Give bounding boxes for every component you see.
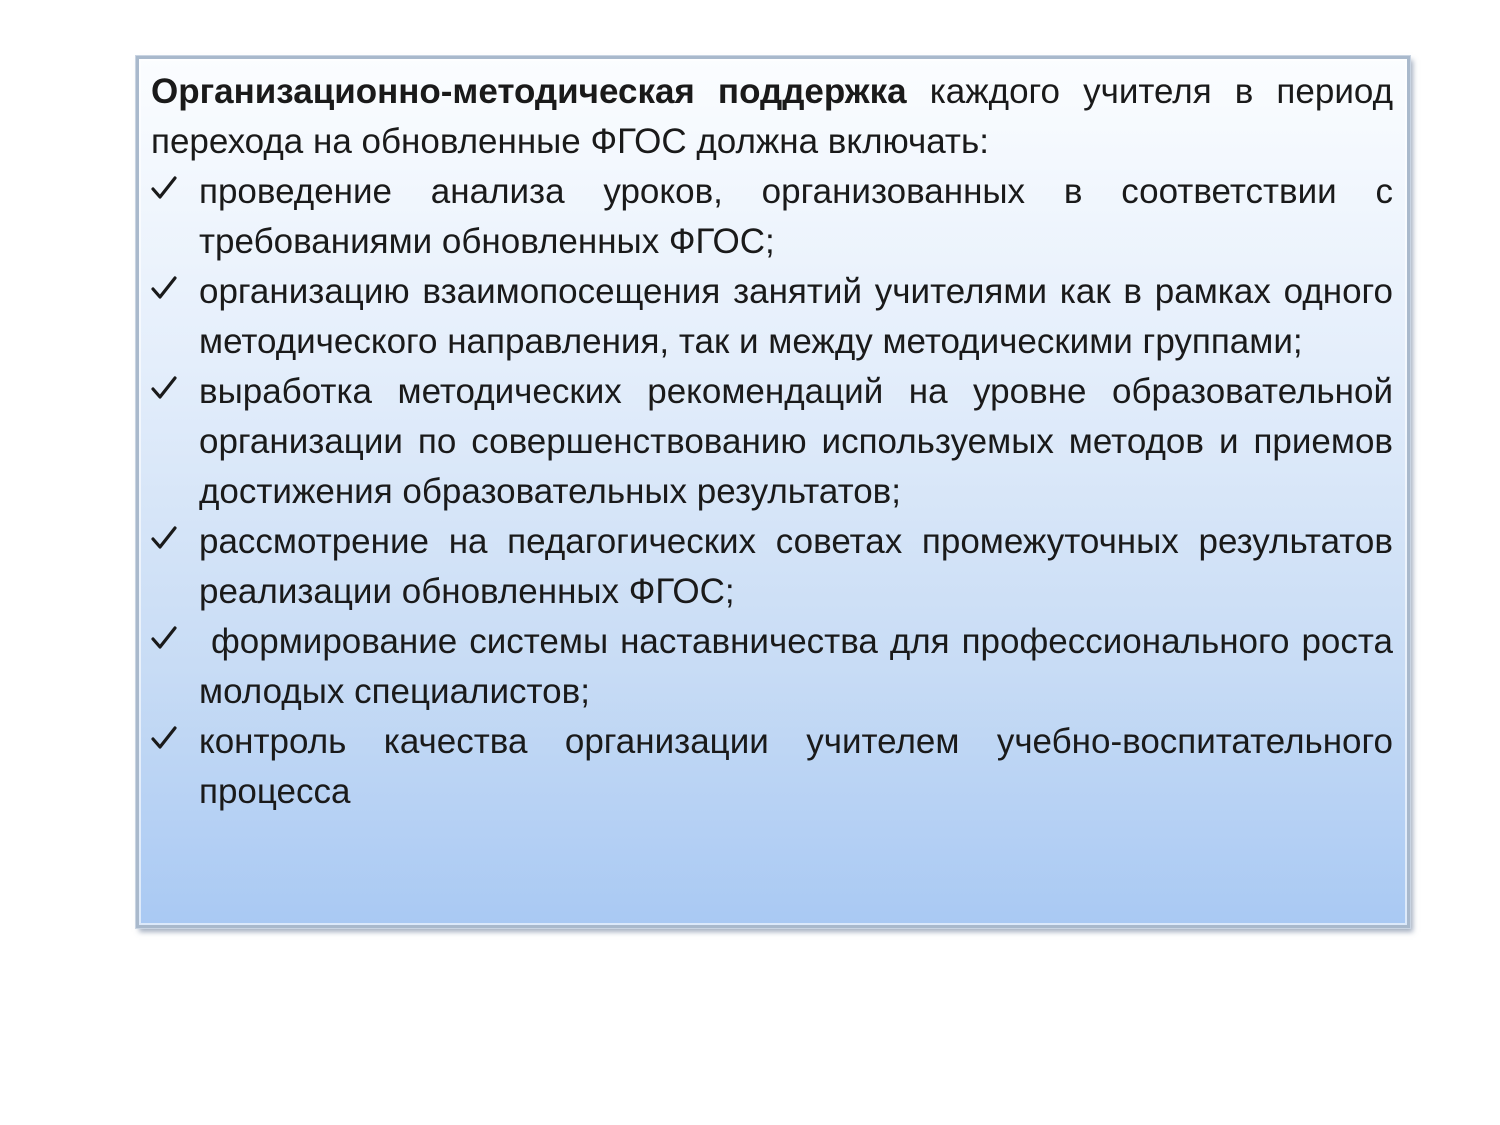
list-item: [151, 267, 1393, 367]
list-item: [151, 167, 1393, 267]
list-item: [151, 367, 1393, 517]
checkmark-icon: [151, 617, 181, 667]
intro-rest: каждого учителя в период перехода на обновленные ФГОС должна включать:: [151, 72, 1393, 161]
checkmark-icon: [151, 717, 181, 767]
list-item-text: рассмотрение на педагогических советах промежуточных результатов реализации обновленных ФГОС;: [199, 522, 1393, 611]
list-item-text: выработка методических рекомендаций на уровне образовательной организации по совершенствованию используемых методов и приемов достижения образовательных результатов;: [199, 372, 1393, 511]
intro-paragraph: [151, 67, 1393, 167]
list-item: [151, 717, 1393, 817]
requirements-list: [151, 167, 1403, 817]
list-item-text: контроль качества организации учителем учебно-воспитательного процесса: [199, 722, 1393, 811]
intro-bold-phrase: Организационно-методическая поддержка: [151, 72, 907, 111]
checkmark-icon: [151, 267, 181, 317]
list-item: [151, 617, 1403, 717]
content-text-area: [151, 67, 1403, 817]
checkmark-icon: [151, 517, 181, 567]
checkmark-icon: [151, 367, 181, 417]
checkmark-icon: [151, 167, 181, 217]
list-item-text: организацию взаимопосещения занятий учителями как в рамках одного методического направления, так и между методическими группами;: [199, 272, 1393, 361]
content-panel: [136, 56, 1410, 928]
list-item: [151, 517, 1393, 617]
list-item-text: формирование системы наставничества для профессионального роста молодых специалистов;: [199, 622, 1403, 711]
list-item-text: проведение анализа уроков, организованных в соответствии с требованиями обновленных ФГОС;: [199, 172, 1393, 261]
